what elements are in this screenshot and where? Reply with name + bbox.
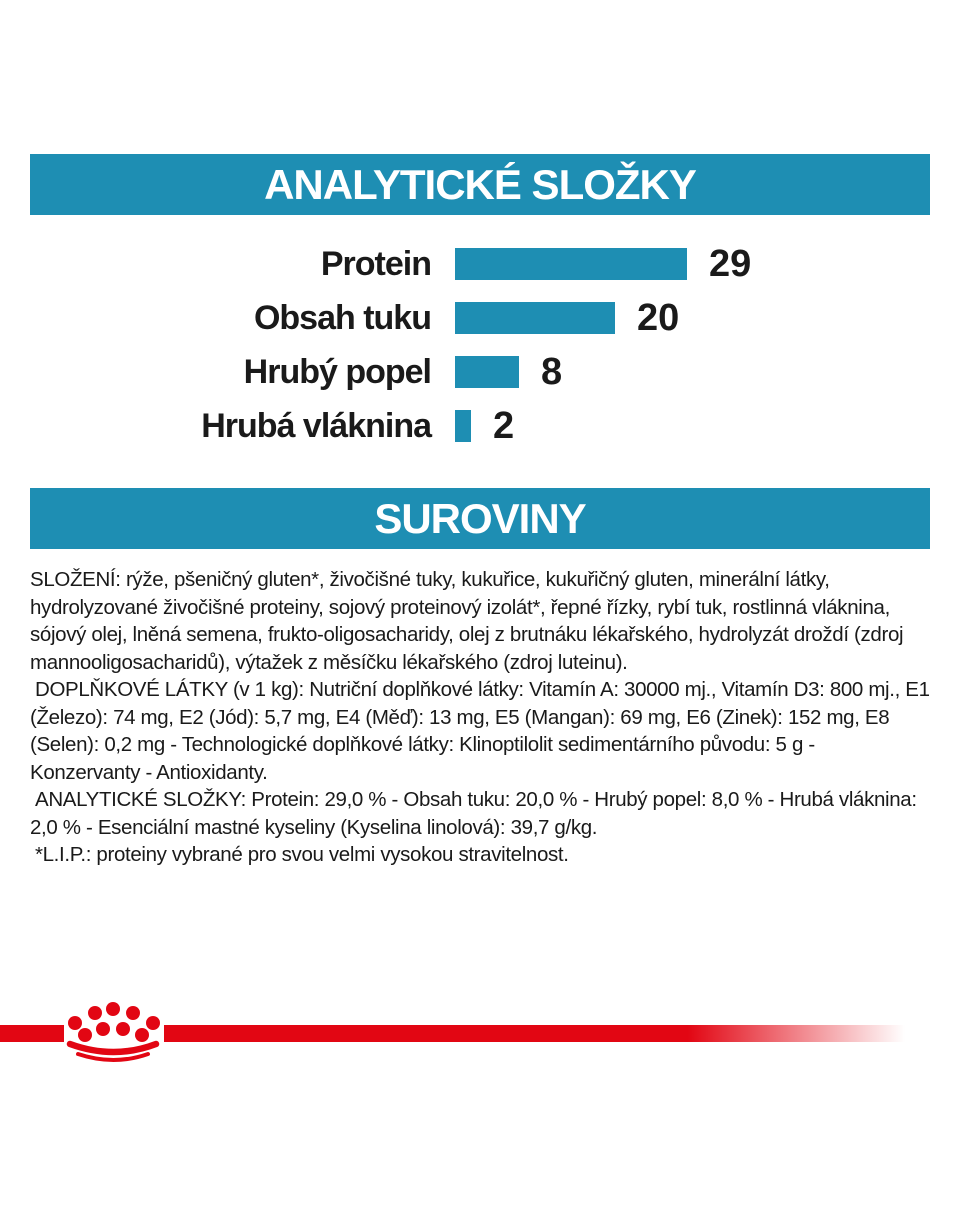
chart-row [30,291,930,345]
analytical-bar-chart [30,237,930,453]
chart-category-label: Protein [320,244,431,283]
ingredients-text-block [30,566,930,869]
chart-category-label: Hrubá vláknina [201,406,431,445]
chart-value-label: 20 [637,296,680,339]
royal-canin-logo [64,996,164,1070]
chart-bar [455,410,471,442]
chart-bar [455,302,615,334]
ingredients-title: SUROVINY [374,494,586,542]
ingredients-header [30,488,930,549]
chart-value-label: 2 [493,404,515,447]
chart-bar [455,248,687,280]
chart-row [30,237,930,291]
chart-value-label: 29 [709,242,752,285]
analytic-components-title: ANALYTICKÉ SLOŽKY [264,160,696,208]
chart-row [30,399,930,453]
lip-note-paragraph: *L.I.P.: proteiny vybrané pro svou velmi vysokou stravitelnost. [35,843,569,866]
composition-paragraph: SLOŽENÍ: rýže, pšeničný gluten*, živočišné tuky, kukuřice, kukuřičný gluten, minerální látky, hydrolyzované živočišné proteiny, sojový proteinový izolát*, řepné řízky, rybí tuk, rostlinná vláknina, sójový olej, lněná semena, frukto-oligosacharidy, olej z brutnáku lékařského, hydrolyzát droždí (zdroj mannooligosacharidů), výtažek z měsíčku lékařského (zdroj luteinu). [30,568,904,674]
chart-bar [455,356,519,388]
chart-category-label: Obsah tuku [253,298,431,337]
chart-value-label: 8 [541,350,563,393]
crown-paw-icon [64,996,164,1070]
analytic-components-header [30,154,930,215]
analytical-components-paragraph: ANALYTICKÉ SLOŽKY: Protein: 29,0 % - Obsah tuku: 20,0 % - Hrubý popel: 8,0 % - Hrubá vláknina: 2,0 % - Esenciální mastné kyseliny (Kyselina linolová): 39,7 g/kg. [30,788,917,839]
additives-paragraph: DOPLŇKOVÉ LÁTKY (v 1 kg): Nutriční doplňkové látky: Vitamín A: 30000 mj., Vitamín D3: 800 mj., E1 (Železo): 74 mg, E2 (Jód): 5,7 mg, E4 (Měď): 13 mg, E5 (Mangan): 69 mg, E6 (Zinek): 152 mg, E8 (Selen): 0,2 mg - Technologické doplňkové látky: Klinoptilolit sedimentárního původu: 5 g - Konzervanty - Antioxidanty. [30,678,930,784]
chart-row [30,345,930,399]
chart-category-label: Hrubý popel [243,352,431,391]
